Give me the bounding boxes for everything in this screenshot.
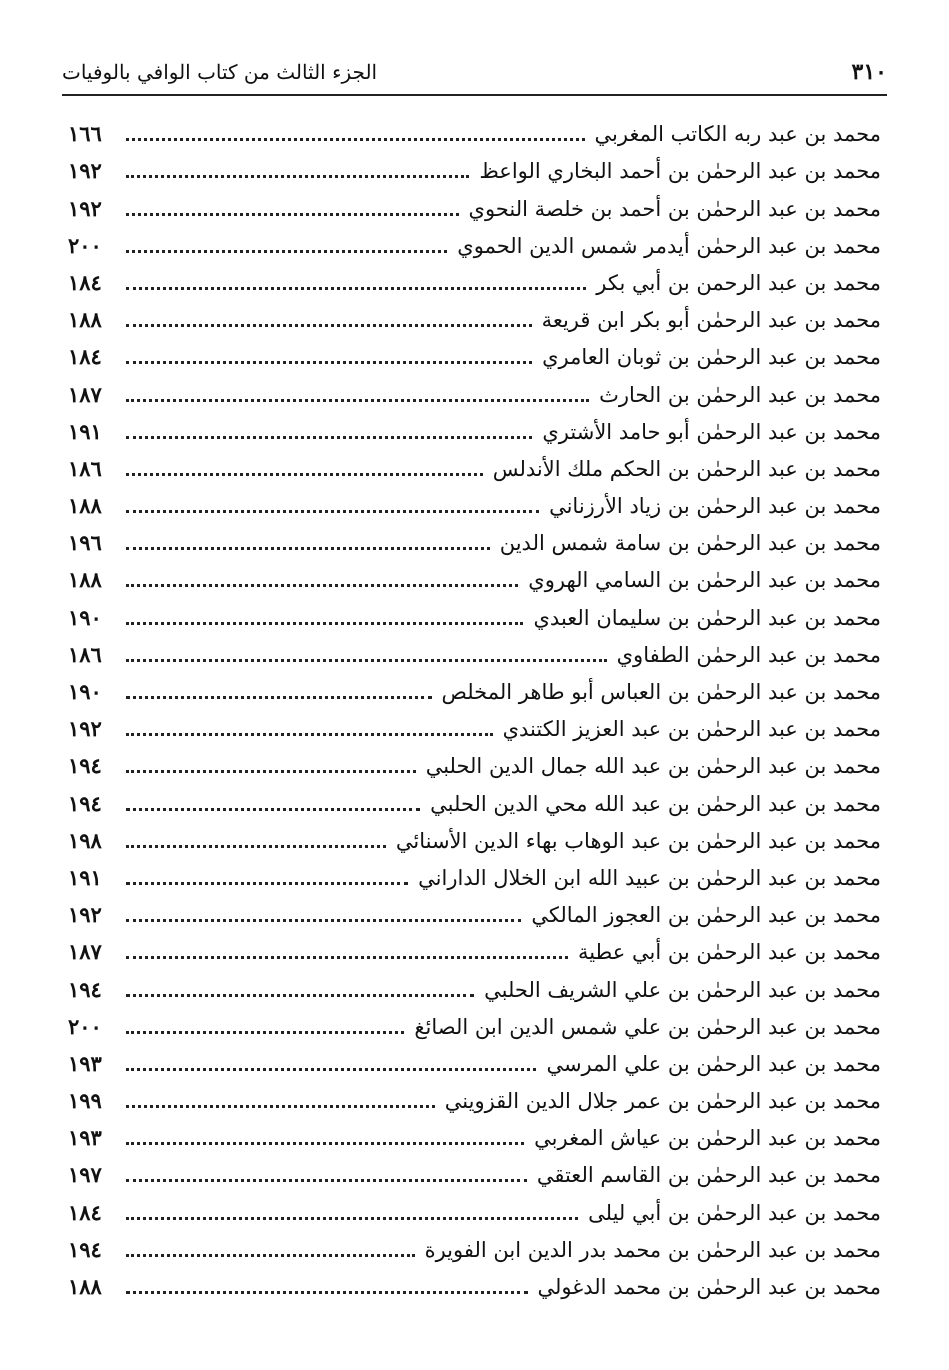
dot-leader [126, 994, 474, 997]
dot-leader [126, 473, 483, 476]
index-entry [68, 335, 881, 372]
dot-leader [126, 436, 532, 439]
index-entry [68, 149, 881, 186]
entry-page-number: ١٩٩ [68, 1088, 102, 1114]
index-entry [68, 298, 881, 335]
index-entry [68, 819, 881, 856]
index-entry [68, 558, 881, 595]
dot-leader [126, 622, 523, 625]
entry-name: محمد بن عبد الرحمٰن بن علي شمس الدين ابن الصائغ [414, 1014, 881, 1039]
dot-leader [126, 808, 420, 811]
dot-leader [126, 1068, 536, 1071]
entry-name: محمد بن عبد الرحمٰن بن العباس أبو طاهر المخلص [441, 680, 881, 704]
entry-name: محمد بن عبد الرحمٰن بن أبي ليلى [588, 1200, 881, 1225]
entry-page-number: ١٩٤ [68, 1236, 102, 1262]
entry-page-number: ١٩٤ [68, 753, 102, 779]
dot-leader [126, 1291, 528, 1294]
entry-page-number: ١٨٨ [68, 1274, 102, 1299]
entry-page-number: ١٩٣ [68, 1050, 102, 1076]
index-entry [68, 856, 881, 893]
entry-name: محمد بن عبد الرحمٰن بن علي المرسي [546, 1051, 881, 1076]
entry-name: محمد بن عبد الرحمٰن بن أبي عطية [577, 940, 881, 965]
entry-page-number: ١٩٦ [68, 530, 102, 556]
dot-leader [126, 175, 469, 178]
index-entry [68, 224, 881, 261]
running-title: الجزء الثالث من كتاب الوافي بالوفيات [62, 60, 378, 84]
entry-page-number: ١٨٤ [68, 1199, 102, 1225]
dot-leader [126, 882, 408, 885]
entry-name: محمد بن عبد الرحمٰن أبو حامد الأشتري [542, 419, 881, 444]
entry-page-number: ١٩٢ [68, 716, 102, 742]
entry-name: محمد بن عبد الرحمٰن بن ثوبان العامري [542, 345, 881, 370]
dot-leader [126, 733, 493, 736]
dot-leader [126, 770, 416, 773]
index-entry [68, 744, 881, 781]
index-entry [68, 633, 881, 670]
entry-page-number: ١٩٣ [68, 1125, 102, 1151]
index-entry [68, 1079, 881, 1116]
entry-page-number: ١٩٠ [68, 679, 102, 704]
entry-name: محمد بن عبد الرحمٰن بن محمد بدر الدين ابن الفويرة [424, 1237, 881, 1262]
dot-leader [126, 659, 607, 662]
entry-page-number: ١٩٤ [68, 790, 102, 816]
index-entry [68, 1116, 881, 1153]
entry-name: محمد بن عبد الرحمٰن بن السامي الهروي [528, 568, 881, 593]
entry-page-number: ١٩٢ [68, 158, 102, 184]
dot-leader [126, 547, 490, 550]
entry-page-number: ١٨٨ [68, 307, 102, 333]
page-number: ٣١٠ [851, 59, 887, 85]
entry-name: محمد بن عبد الرحمٰن بن عمر جلال الدين القزويني [444, 1089, 881, 1114]
dot-leader [126, 399, 589, 402]
index-entry [68, 1190, 881, 1227]
entry-name: محمد بن عبد الرحمٰن بن القاسم العتقي [536, 1163, 881, 1188]
index-entry [68, 893, 881, 930]
dot-leader [126, 584, 518, 587]
index-entry [68, 447, 881, 484]
dot-leader [126, 845, 386, 848]
entry-page-number: ٢٠٠ [68, 232, 102, 258]
dot-leader [126, 1142, 524, 1145]
dot-leader [126, 287, 586, 290]
entry-name: محمد بن عبد الرحمٰن بن سامة شمس الدين [499, 531, 881, 556]
index-entry [68, 1005, 881, 1042]
dot-leader [126, 956, 568, 959]
entry-name: محمد بن عبد الرحمٰن بن الحكم ملك الأندلس [492, 456, 881, 481]
entry-page-number: ١٨٨ [68, 567, 102, 593]
entry-page-number: ١٩٠ [68, 604, 102, 630]
entry-page-number: ١٨٤ [68, 269, 102, 295]
entry-page-number: ١٨٦ [68, 455, 102, 481]
dot-leader [126, 1179, 527, 1182]
entry-name: محمد بن عبد الرحمٰن بن سليمان العبدي [533, 605, 881, 630]
entry-page-number: ١٩٤ [68, 976, 102, 1002]
index-entry [68, 410, 881, 447]
entry-name: محمد بن عبد الرحمٰن بن عياش المغربي [534, 1126, 881, 1151]
index-entry [68, 521, 881, 558]
index-entry [68, 1153, 881, 1190]
entry-page-number: ١٦٦ [68, 121, 102, 147]
entry-page-number: ٢٠٠ [68, 1013, 102, 1039]
entry-name: محمد بن عبد الرحمٰن الطفاوي [616, 642, 881, 667]
index-entry [68, 707, 881, 744]
index-entry [68, 781, 881, 818]
entry-name: محمد بن عبد الرحمٰن بن أحمد البخاري الواعظ [479, 159, 881, 184]
entry-page-number: ١٩٢ [68, 195, 102, 221]
index-entry [68, 670, 881, 707]
dot-leader [126, 1217, 578, 1220]
entry-page-number: ١٩٨ [68, 827, 102, 853]
entry-page-number: ١٩١ [68, 864, 102, 890]
entry-page-number: ١٨٤ [68, 344, 102, 370]
index-entry [68, 1265, 881, 1302]
entry-page-number: ١٩١ [68, 418, 102, 444]
dot-leader [126, 213, 459, 216]
dot-leader [126, 324, 532, 327]
entry-name: محمد بن عبد الرحمٰن بن عبد الله محي الدين الحلبي [430, 791, 881, 816]
page-header [62, 50, 887, 96]
dot-leader [126, 1254, 415, 1257]
entry-name: محمد بن عبد الرحمٰن أيدمر شمس الدين الحموي [457, 233, 881, 258]
entry-page-number: ١٨٧ [68, 381, 102, 407]
index-entries-list [68, 112, 881, 1302]
entry-page-number: ١٨٨ [68, 493, 102, 519]
dot-leader [126, 1105, 435, 1108]
entry-name: محمد بن عبد الرحمٰن بن العجوز المالكي [531, 903, 881, 928]
entry-name: محمد بن عبد الرحمٰن بن عبد الله جمال الدين الحلبي [425, 754, 881, 779]
index-entry [68, 484, 881, 521]
dot-leader [126, 138, 585, 141]
dot-leader [126, 1031, 404, 1034]
index-entry [68, 595, 881, 632]
entry-name: محمد بن عبد ربه الكاتب المغربي [594, 122, 881, 147]
dot-leader [126, 696, 432, 699]
dot-leader [126, 361, 532, 364]
entry-page-number: ١٨٧ [68, 939, 102, 965]
entry-name: محمد بن عبد الرحمٰن بن عبد الوهاب بهاء الدين الأسنائي [395, 828, 881, 853]
entry-name: محمد بن عبد الرحمٰن بن عبيد الله ابن الخلال الداراني [418, 865, 881, 890]
entry-name: محمد بن عبد الرحمٰن بن أحمد بن خلصة النحوي [468, 196, 881, 221]
index-entry [68, 967, 881, 1004]
dot-leader [126, 510, 539, 513]
entry-name: محمد بن عبد الرحمٰن بن علي الشريف الحلبي [484, 977, 881, 1002]
index-entry [68, 186, 881, 223]
index-entry [68, 112, 881, 149]
index-entry [68, 930, 881, 967]
index-entry [68, 261, 881, 298]
dot-leader [126, 919, 521, 922]
index-entry [68, 1228, 881, 1265]
entry-name: محمد بن عبد الرحمٰن بن محمد الدغولي [537, 1275, 881, 1299]
entry-page-number: ١٨٦ [68, 641, 102, 667]
entry-name: محمد بن عبد الرحمٰن بن الحارث [599, 382, 881, 407]
entry-name: محمد بن عبد الرحمٰن أبو بكر ابن قريعة [541, 308, 881, 333]
dot-leader [126, 250, 447, 253]
entry-name: محمد بن عبد الرحمٰن بن زياد الأرزناني [549, 494, 881, 519]
entry-page-number: ١٩٧ [68, 1162, 102, 1188]
index-entry [68, 372, 881, 409]
entry-name: محمد بن عبد الرحمن بن أبي بكر [596, 270, 881, 295]
entry-name: محمد بن عبد الرحمٰن بن عبد العزيز الكتندي [502, 717, 881, 742]
entry-page-number: ١٩٢ [68, 902, 102, 928]
index-entry [68, 1042, 881, 1079]
